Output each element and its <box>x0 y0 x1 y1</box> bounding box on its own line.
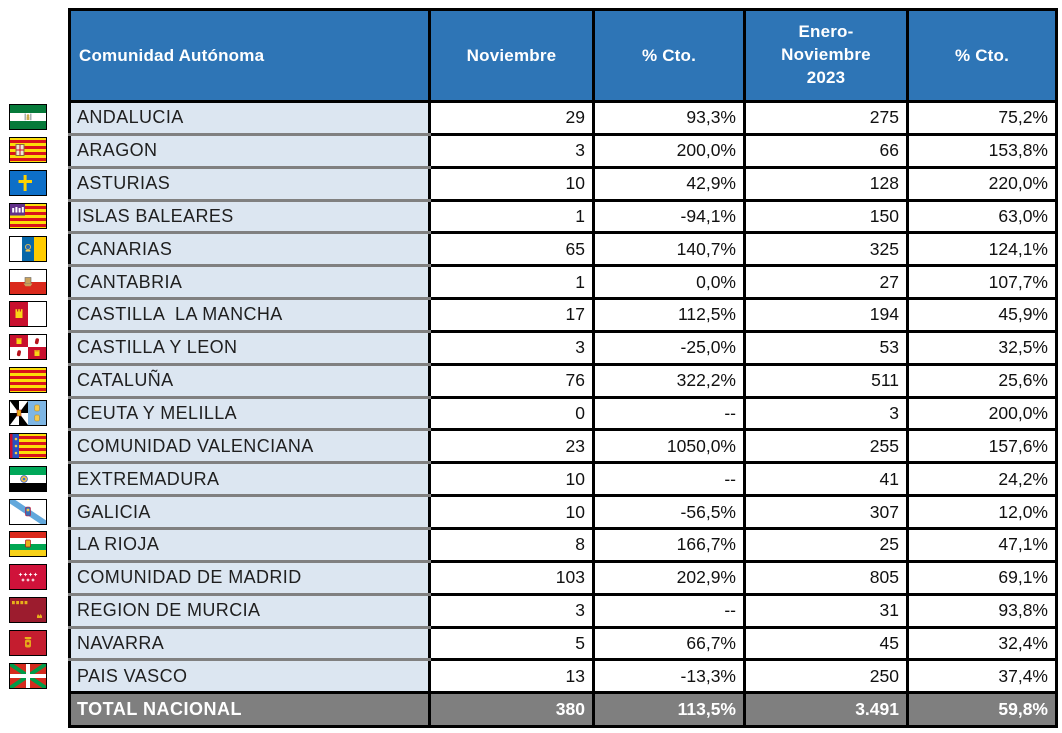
value-cell: -- <box>594 397 745 430</box>
column-header-3 <box>745 10 908 102</box>
value-cell: 42,9% <box>594 167 745 200</box>
region-name-cell: COMUNIDAD VALENCIANA <box>70 430 430 463</box>
flag-asturias-icon <box>9 170 47 196</box>
value-cell: 1050,0% <box>594 430 745 463</box>
table-row <box>70 200 1057 233</box>
value-cell: 23 <box>430 430 594 463</box>
value-cell: 17 <box>430 299 594 332</box>
flag-slot <box>9 200 49 233</box>
region-name-cell: LA RIOJA <box>70 528 430 561</box>
value-cell: 1 <box>430 200 594 233</box>
value-cell: 112,5% <box>594 299 745 332</box>
region-name-cell: PAIS VASCO <box>70 660 430 693</box>
value-cell: 31 <box>745 594 908 627</box>
region-name-cell: ISLAS BALEARES <box>70 200 430 233</box>
flag-slot <box>9 561 49 594</box>
value-cell: 45,9% <box>908 299 1057 332</box>
flag-pais-vasco-icon <box>9 663 47 689</box>
value-cell: 75,2% <box>908 102 1057 135</box>
value-cell: 10 <box>430 496 594 529</box>
value-cell: 12,0% <box>908 496 1057 529</box>
value-cell: -- <box>594 594 745 627</box>
flag-comunidad-de-madrid-icon <box>9 564 47 590</box>
flag-castilla-y-leon-icon <box>9 334 47 360</box>
table-row <box>70 266 1057 299</box>
value-cell: 511 <box>745 364 908 397</box>
regions-table <box>68 8 1058 728</box>
flag-slot <box>9 167 49 200</box>
value-cell: 3 <box>430 594 594 627</box>
value-cell: 8 <box>430 528 594 561</box>
value-cell: 3 <box>745 397 908 430</box>
flag-slot <box>9 364 49 397</box>
region-name-cell: COMUNIDAD DE MADRID <box>70 561 430 594</box>
value-cell: 29 <box>430 102 594 135</box>
column-header-0 <box>70 10 430 102</box>
value-cell: 53 <box>745 331 908 364</box>
flag-slot <box>9 429 49 462</box>
table-row <box>70 627 1057 660</box>
column-header-2 <box>594 10 745 102</box>
column-header-label: % Cto. <box>641 45 697 65</box>
value-cell: 47,1% <box>908 528 1057 561</box>
table-row <box>70 463 1057 496</box>
flag-slot <box>9 627 49 660</box>
flag-canarias-icon <box>9 236 47 262</box>
total-value-cell: 59,8% <box>908 693 1057 727</box>
table-row <box>70 233 1057 266</box>
value-cell: 255 <box>745 430 908 463</box>
flag-slot <box>9 659 49 692</box>
table-row <box>70 364 1057 397</box>
flag-slot <box>9 265 49 298</box>
flag-slot <box>9 528 49 561</box>
value-cell: -56,5% <box>594 496 745 529</box>
value-cell: 1 <box>430 266 594 299</box>
value-cell: 69,1% <box>908 561 1057 594</box>
column-header-label: Comunidad Autónoma <box>79 45 265 65</box>
flag-column <box>9 101 49 692</box>
value-cell: 32,4% <box>908 627 1057 660</box>
flag-cataluna-icon <box>9 367 47 393</box>
region-name-cell: NAVARRA <box>70 627 430 660</box>
region-name-cell: CASTILLA LA MANCHA <box>70 299 430 332</box>
value-cell: 200,0% <box>594 134 745 167</box>
column-header-1 <box>430 10 594 102</box>
flag-la-rioja-icon <box>9 531 47 557</box>
value-cell: 0 <box>430 397 594 430</box>
flag-islas-baleares-icon <box>9 203 47 229</box>
column-header-label: Enero-Noviembre 2023 <box>781 22 871 87</box>
region-name-cell: EXTREMADURA <box>70 463 430 496</box>
value-cell: 3 <box>430 134 594 167</box>
region-name-cell: GALICIA <box>70 496 430 529</box>
region-name-cell: CANARIAS <box>70 233 430 266</box>
flag-navarra-icon <box>9 630 47 656</box>
total-row <box>70 693 1057 727</box>
flag-aragon-icon <box>9 137 47 163</box>
column-header-4 <box>908 10 1057 102</box>
value-cell: 202,9% <box>594 561 745 594</box>
value-cell: 325 <box>745 233 908 266</box>
value-cell: -13,3% <box>594 660 745 693</box>
column-header-label: % Cto. <box>954 45 1010 65</box>
value-cell: 194 <box>745 299 908 332</box>
value-cell: 107,7% <box>908 266 1057 299</box>
total-label-cell: TOTAL NACIONAL <box>70 693 430 727</box>
flag-ceuta-y-melilla-icon <box>9 400 47 426</box>
table-body <box>70 102 1057 693</box>
value-cell: 150 <box>745 200 908 233</box>
value-cell: 128 <box>745 167 908 200</box>
value-cell: 32,5% <box>908 331 1057 364</box>
region-name-cell: CASTILLA Y LEON <box>70 331 430 364</box>
value-cell: 25,6% <box>908 364 1057 397</box>
region-name-cell: CATALUÑA <box>70 364 430 397</box>
total-value-cell: 113,5% <box>594 693 745 727</box>
value-cell: 76 <box>430 364 594 397</box>
flag-slot <box>9 298 49 331</box>
region-name-cell: ASTURIAS <box>70 167 430 200</box>
table-row <box>70 331 1057 364</box>
value-cell: 307 <box>745 496 908 529</box>
region-name-cell: ANDALUCIA <box>70 102 430 135</box>
value-cell: -- <box>594 463 745 496</box>
flag-slot <box>9 495 49 528</box>
flag-slot <box>9 232 49 265</box>
table-row <box>70 299 1057 332</box>
value-cell: 93,8% <box>908 594 1057 627</box>
value-cell: 250 <box>745 660 908 693</box>
value-cell: 805 <box>745 561 908 594</box>
flag-slot <box>9 462 49 495</box>
table-row <box>70 134 1057 167</box>
value-cell: 220,0% <box>908 167 1057 200</box>
flag-comunidad-valenciana-icon <box>9 433 47 459</box>
value-cell: -94,1% <box>594 200 745 233</box>
table-row <box>70 430 1057 463</box>
value-cell: 13 <box>430 660 594 693</box>
table-row <box>70 660 1057 693</box>
flag-slot <box>9 397 49 430</box>
table-footer <box>70 693 1057 727</box>
value-cell: 5 <box>430 627 594 660</box>
flag-slot <box>9 331 49 364</box>
value-cell: 322,2% <box>594 364 745 397</box>
flag-slot <box>9 594 49 627</box>
value-cell: 124,1% <box>908 233 1057 266</box>
total-value-cell: 3.491 <box>745 693 908 727</box>
region-name-cell: CEUTA Y MELILLA <box>70 397 430 430</box>
region-name-cell: ARAGON <box>70 134 430 167</box>
value-cell: 37,4% <box>908 660 1057 693</box>
value-cell: 41 <box>745 463 908 496</box>
flag-region-de-murcia-icon <box>9 597 47 623</box>
flag-galicia-icon <box>9 499 47 525</box>
table-row <box>70 528 1057 561</box>
table-row <box>70 561 1057 594</box>
region-name-cell: CANTABRIA <box>70 266 430 299</box>
value-cell: 27 <box>745 266 908 299</box>
flag-slot <box>9 101 49 134</box>
value-cell: 10 <box>430 463 594 496</box>
value-cell: 200,0% <box>908 397 1057 430</box>
value-cell: 25 <box>745 528 908 561</box>
value-cell: 103 <box>430 561 594 594</box>
value-cell: 45 <box>745 627 908 660</box>
flag-andalucia-icon <box>9 104 47 130</box>
value-cell: 63,0% <box>908 200 1057 233</box>
value-cell: 0,0% <box>594 266 745 299</box>
value-cell: 140,7% <box>594 233 745 266</box>
table-header <box>70 10 1057 102</box>
value-cell: 93,3% <box>594 102 745 135</box>
total-value-cell: 380 <box>430 693 594 727</box>
table-row <box>70 102 1057 135</box>
flag-slot <box>9 134 49 167</box>
flag-cantabria-icon <box>9 269 47 295</box>
value-cell: 153,8% <box>908 134 1057 167</box>
table-row <box>70 496 1057 529</box>
value-cell: 66,7% <box>594 627 745 660</box>
header-row <box>70 10 1057 102</box>
value-cell: 275 <box>745 102 908 135</box>
value-cell: 65 <box>430 233 594 266</box>
flag-extremadura-icon <box>9 466 47 492</box>
value-cell: 10 <box>430 167 594 200</box>
flag-castilla-la-mancha-icon <box>9 301 47 327</box>
value-cell: 166,7% <box>594 528 745 561</box>
column-header-label: Noviembre <box>466 45 557 65</box>
value-cell: 66 <box>745 134 908 167</box>
value-cell: 3 <box>430 331 594 364</box>
value-cell: 157,6% <box>908 430 1057 463</box>
region-name-cell: REGION DE MURCIA <box>70 594 430 627</box>
table-row <box>70 397 1057 430</box>
value-cell: -25,0% <box>594 331 745 364</box>
table-row <box>70 594 1057 627</box>
value-cell: 24,2% <box>908 463 1057 496</box>
table-row <box>70 167 1057 200</box>
